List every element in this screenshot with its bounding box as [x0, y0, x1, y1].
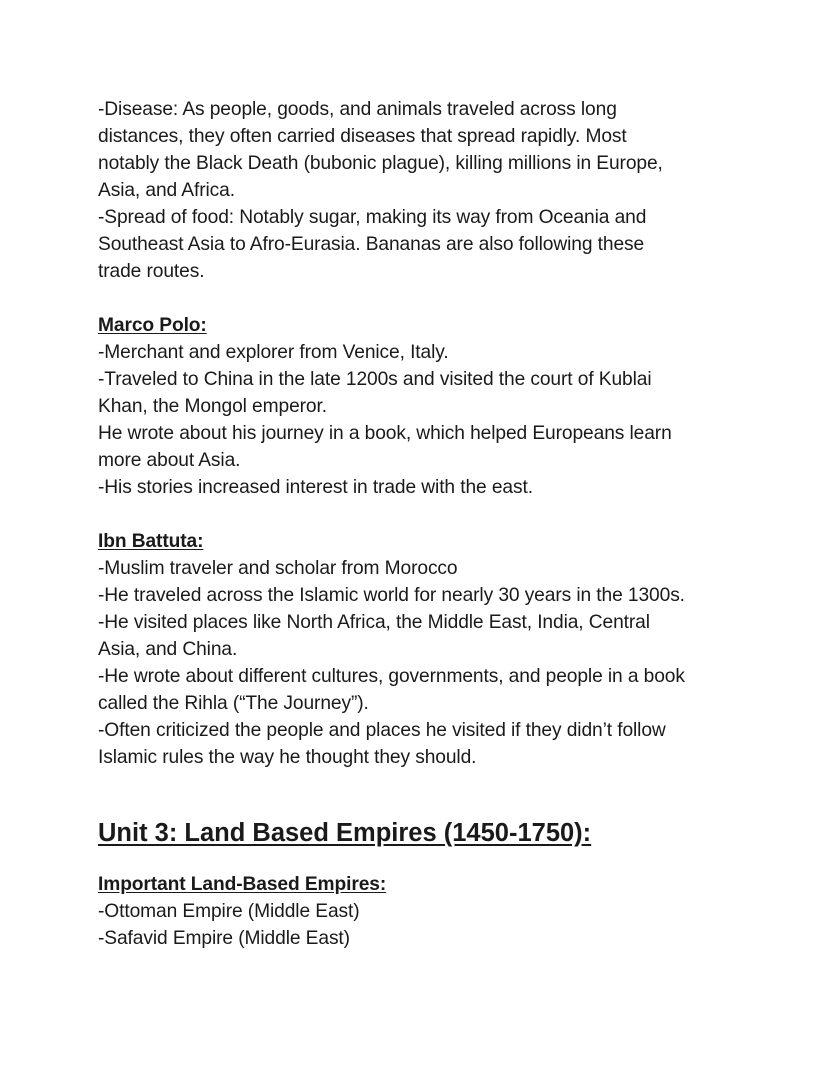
land-empires-subheading: Important Land-Based Empires: — [98, 874, 387, 895]
unit-3-section — [98, 815, 758, 952]
ibn-battuta-line-5: -He wrote about different cultures, governments, and people in a book — [98, 666, 685, 687]
food-line-2: Southeast Asia to Afro-Eurasia. Bananas are also following these — [98, 234, 645, 255]
marco-polo-line-3: Khan, the Mongol emperor. — [98, 396, 327, 417]
disease-line-2: distances, they often carried diseases that spread rapidly. Most — [98, 126, 627, 147]
marco-polo-line-2: -Traveled to China in the late 1200s and visited the court of Kublai — [98, 369, 652, 390]
ibn-battuta-line-7: -Often criticized the people and places he visited if they didn’t follow — [98, 720, 666, 741]
trade-effects-section — [98, 96, 758, 285]
food-line-1: -Spread of food: Notably sugar, making its way from Oceania and — [98, 207, 647, 228]
disease-line-4: Asia, and Africa. — [98, 180, 235, 201]
marco-polo-line-5: more about Asia. — [98, 450, 241, 471]
marco-polo-section — [98, 312, 758, 501]
unit-3-heading: Unit 3: Land Based Empires (1450-1750): — [98, 819, 592, 847]
ibn-battuta-line-8: Islamic rules the way he thought they should. — [98, 747, 477, 768]
empire-list-item: -Safavid Empire (Middle East) — [98, 928, 350, 949]
disease-line-1: -Disease: As people, goods, and animals traveled across long — [98, 99, 617, 120]
marco-polo-heading: Marco Polo: — [98, 315, 207, 336]
disease-line-3: notably the Black Death (bubonic plague), killing millions in Europe, — [98, 153, 663, 174]
empire-list-item: -Ottoman Empire (Middle East) — [98, 901, 360, 922]
ibn-battuta-line-6: called the Rihla (“The Journey”). — [98, 693, 369, 714]
ibn-battuta-section — [98, 528, 758, 771]
marco-polo-line-1: -Merchant and explorer from Venice, Italy. — [98, 342, 449, 363]
food-line-3: trade routes. — [98, 261, 205, 282]
ibn-battuta-heading: Ibn Battuta: — [98, 531, 204, 552]
ibn-battuta-line-2: -He traveled across the Islamic world for nearly 30 years in the 1300s. — [98, 585, 685, 606]
spacer — [98, 501, 758, 528]
ibn-battuta-line-3: -He visited places like North Africa, the Middle East, India, Central — [98, 612, 650, 633]
marco-polo-line-6: -His stories increased interest in trade with the east. — [98, 477, 533, 498]
marco-polo-line-4: He wrote about his journey in a book, which helped Europeans learn — [98, 423, 672, 444]
document-page — [98, 96, 758, 952]
ibn-battuta-line-4: Asia, and China. — [98, 639, 238, 660]
ibn-battuta-line-1: -Muslim traveler and scholar from Morocco — [98, 558, 458, 579]
spacer — [98, 285, 758, 312]
